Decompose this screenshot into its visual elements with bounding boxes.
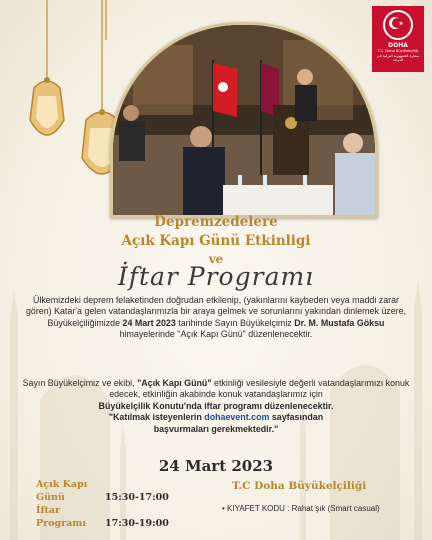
registration-link[interactable]: dohaevent.com [204,412,270,423]
paragraph-1-ambassador: Dr. M. Mustafa Göksu [294,317,385,328]
schedule-item [36,504,169,530]
schedule-time: 15:30-17:00 [105,492,169,503]
apply-text-b: sayfasından [269,412,324,423]
logo-subtitle: T.C. Doha Büyükelçiliği سفارة الجمهورية التركية في الدوحة [376,49,420,62]
paragraph-1-date: 24 Mart 2023 [122,317,176,328]
apply-text-a: "Katılmak isteyenlerin [108,412,205,423]
event-date: 24 Mart 2023 [158,457,274,475]
heading-line-1: Depremzedelere [154,214,278,230]
paragraph-2-text-b: etkinliği vesilesiyle değerli vatandaşlarımızı konuk edecek, etkinliğin akabinde konuk vatandaşlarımız için [109,378,410,400]
schedule-item [36,478,169,504]
paragraph-2-text-a: Sayın Büyükelçimiz ve ekibi, [22,378,138,388]
paragraph-2-bold-line: Büyükelçilik Konutu'nda iftar programı düzenlenecektir. [98,400,334,411]
schedule-label: Açık Kapı Günü [36,479,88,503]
lantern-string-icon [96,0,116,40]
schedule-time: 17:30-19:00 [105,518,169,529]
paragraph-2-event: "Açık Kapı Günü" [137,378,212,388]
schedule-label: İftar Programı [36,505,86,529]
paragraph-1-text-b: tarihinde Sayın Büyükelçimiz [175,317,295,328]
embassy-logo [372,6,424,72]
invitation-paragraph-1 [22,295,410,341]
crescent-star-icon [383,10,413,40]
logo-title: DOHA [388,42,408,49]
invitation-paragraph-2 [22,378,410,435]
dress-code: • KIYAFET KODU : Rahat şık (Smart casual) [222,504,380,513]
schedule-list [36,478,169,530]
heading-line-2: Açık Kapı Günü Etkinligi [121,233,311,249]
paragraph-1-text-c: himayelerinde "Açık Kapı Günü" düzenlenecektir. [119,329,313,340]
paragraph-1-text-a: Ülkemizdeki deprem felaketinden doğrudan etkilenip, (yakınlarını kaybeden veya maddi zarar gören) Katar'a gelen vatandaşlarımızla bir araya gelmek ve sorunlarını yakından dinlemek üzere, Büyükelçiliğimizde [25,295,407,328]
embassy-name: T.C Doha Büyükelçiliği [232,480,367,492]
heading-iftar-program: İftar Programı [117,262,315,291]
heading-line-3: ve [208,252,224,266]
apply-text-c: başvurmaları gerekmektedir." [153,423,279,434]
lantern-left-icon [22,0,72,190]
